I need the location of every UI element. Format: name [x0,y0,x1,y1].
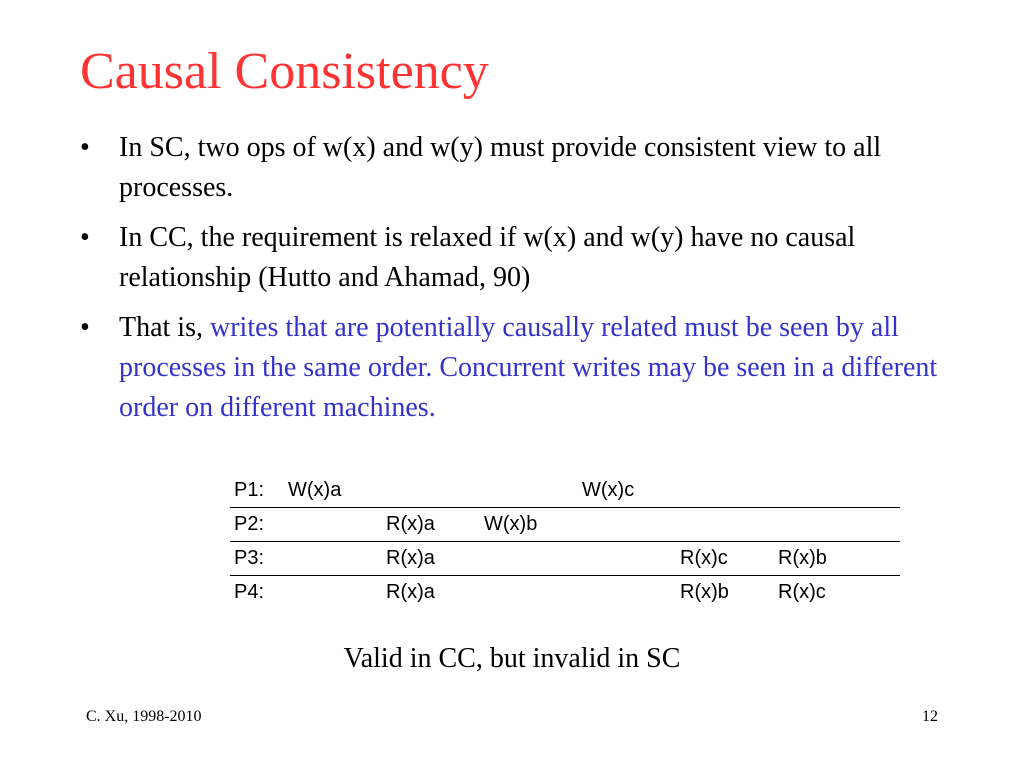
operation-cell: W(x)c [578,474,676,508]
operation-cell: R(x)c [676,542,774,576]
bullet-glyph: • [80,312,90,343]
table-caption: Valid in CC, but invalid in SC [343,643,681,674]
operation-cell [578,542,676,576]
process-label: P1: [230,474,284,508]
bullet-item [80,218,950,298]
operation-cell: R(x)b [680,581,729,603]
operation-cell: R(x)a [382,508,480,542]
footer-page-number: 12 [922,708,938,725]
operation-cell [284,576,382,610]
operation-cell: R(x)b [774,542,900,576]
bullet-glyph: • [80,222,90,253]
operation-cell: R(x)a [382,542,480,576]
operation-cell: W(x)a [284,474,382,508]
operation-cell [676,474,774,508]
operation-cell [774,474,900,508]
process-label: P4: [234,581,265,603]
operation-cell [774,508,900,542]
operation-cell [284,542,382,576]
operation-cell: R(x)a [386,581,435,603]
table-row [230,576,900,610]
operation-cell [480,474,578,508]
bullet-glyph: • [80,132,90,163]
operation-cell [382,474,480,508]
table-row [230,474,900,508]
bullet-text: In SC, two ops of w(x) and w(y) must provide consistent view to all processes. [119,132,882,203]
operation-cell [284,508,382,542]
operation-cell: R(x)c [778,581,826,603]
operation-cell [578,576,676,610]
bullet-text: In CC, the requirement is relaxed if w(x) and w(y) have no causal relationship (Hutto and Ahamad, 90) [119,222,856,293]
slide-title: Causal Consistency [80,43,489,100]
table-row [230,542,900,576]
process-label: P3: [230,542,284,576]
operation-cell [578,508,676,542]
operation-cell [480,576,578,610]
process-label: P2: [230,508,284,542]
bullet-item [80,308,950,428]
bullet-list [80,128,950,438]
bullet-item [80,128,950,208]
operation-cell [480,542,578,576]
footer-author: C. Xu, 1998-2010 [86,708,202,725]
table-row [230,508,900,542]
bullet-text-highlight: writes that are potentially causally related must be seen by all processes in the same order. Concurrent writes may be seen in a different order on different machines. [119,312,938,423]
execution-table [230,474,900,609]
operation-cell: W(x)b [480,508,578,542]
bullet-text-prefix: That is, [119,312,210,343]
operation-cell [676,508,774,542]
